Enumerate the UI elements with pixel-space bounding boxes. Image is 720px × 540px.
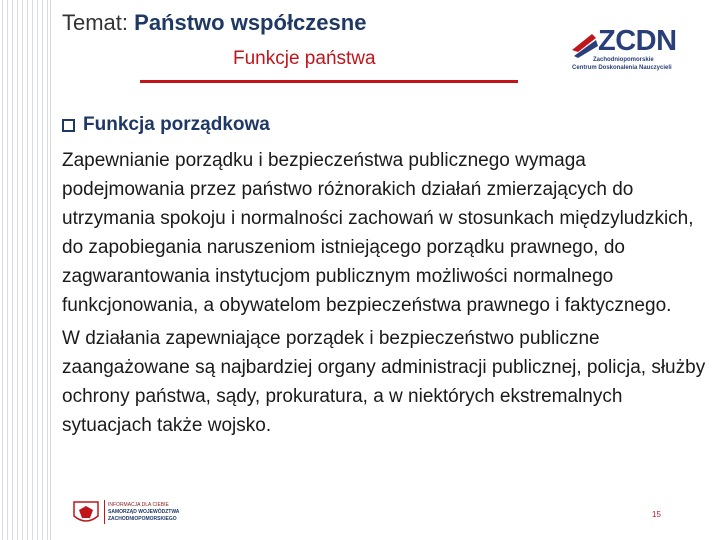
section-heading-text: Funkcja porządkowa (83, 114, 270, 135)
margin-divider (50, 0, 51, 540)
logo-subtitle-line1: Zachodniopomorskie (593, 57, 654, 63)
footer-line-3: ZACHODNIOPOMORSKIEGO (108, 516, 177, 522)
decorative-margin-strip (0, 0, 50, 540)
slide-subtitle: Funkcje państwa (233, 48, 376, 69)
logo-subtitle-line2: Centrum Doskonalenia Nauczycieli (572, 65, 672, 71)
logo-name: ZCDN (598, 25, 677, 57)
title-topic: Państwo współczesne (134, 10, 367, 35)
paragraph-2: W działania zapewniające porządek i bezpieczeństwo publiczne zaangażowane są najbardziej organy administracji publicznej, policja, służby ochrony państwa, sądy, prokuratura, a w niektórych ekstremalnych sytuacjach także wojsko. (62, 328, 706, 436)
page-number: 15 (652, 510, 661, 519)
footer-line-1: INFORMACJA DLA CIEBIE (108, 502, 169, 508)
slide-title (62, 10, 366, 36)
title-prefix: Temat: (62, 10, 135, 35)
footer-line-2: SAMORZĄD WOJEWÓDZTWA (108, 509, 180, 515)
body-text (62, 146, 712, 444)
paragraph-1: Zapewnianie porządku i bezpieczeństwa publicznego wymaga podejmowania przez państwo różnorakich działań zmierzających do utrzymania spokoju i normalności zachowań w stosunkach międzyludzkich, do zapobiegania naruszeniom istniejącego porządku prawnego, do zagwarantowania instytucjom publicznym możliwości normalnego funkcjonowania, a obywatelom bezpieczeństwa prawnego i faktycznego. (62, 150, 694, 316)
checkbox-bullet-icon (62, 119, 75, 132)
section-heading (62, 114, 270, 136)
title-underline (140, 80, 518, 83)
